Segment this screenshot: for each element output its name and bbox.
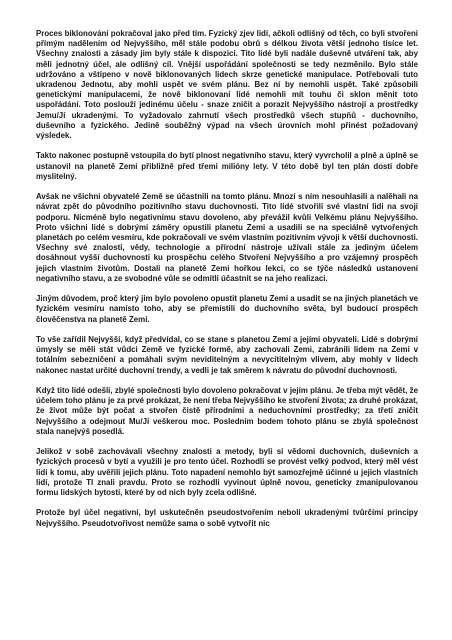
document-body bbox=[36, 29, 418, 539]
paragraph-8: Protože byl účel negativní, byl uskutečněn pseudostvořením neboli ukradenými tvůrčími principy Nejvyššího. Pseudotvořivost nemůže sama o sobě vytvořit nic bbox=[36, 508, 418, 528]
paragraph-7: Jelikož v sobě zachovávali všechny znalosti a metody, byli si vědomi duchovních, duševních a fyzických procesů v bytí a využili je pro tento účel. Rozhodli se provést velký podvod, který měl vést lidi k tomu, aby uvěřili jejich plánu. Toto napadení nemohlo být samozřejmě účinné u jejich vlastních lidí, protože TI znali pravdu. Proto se rozhodli vyvinout úplně novou, geneticky zmanipulovanou formu lidských bytostí, které by od nich byly zcela odlišné. bbox=[36, 447, 418, 498]
paragraph-5: To vše zařídil Nejvyšší, když předvídal, co se stane s planetou Zemí a jejími obyvateli. Lidé s dobrými úmysly se měli stát vůdci Země ve fyzické formě, aby zachovali Zemi, zabránili lidem na Zemi v totálním sebezničení a pomáhali svým neviditelným a nevycítitelným vlivem, aby mohly v lidech nakonec nastat určité duchovní trendy, a vedli je tak směrem k návratu do původní duchovnosti. bbox=[36, 335, 418, 375]
paragraph-4: Jiným důvodem, proč který jim bylo povoleno opustit planetu Zemi a usadit se na jiných planetách ve fyzickém vesmíru namísto toho, aby se přemístili do duchovního světa, byl budoucí prospěch člověčenstva na planetě Zemi. bbox=[36, 294, 418, 324]
paragraph-6: Když tito lidé odešli, zbylé společnosti bylo dovoleno pokračovat v jejím plánu. Je třeba mýt vědět, že účelem toho plánu je za prvé prokázat, že není třeba Nejvyššího ke stvoření života; za druhé prokázat, že život může být počat a stvořen čistě přírodními a neduchovními prostředky; za třetí zničit Nejvyššího a odejmout Mu/Jí veškerou moc. Posledním bodem tohoto plánu se zbylá společnost stala nanejvýš posedlá. bbox=[36, 386, 418, 436]
paragraph-2: Takto nakonec postupně vstoupila do bytí plnost negativního stavu, který vyvrcholil a plně a úplně se ustanovil na planetě Zemi přibližně před třemi milióny lety. V této době byl ten plán dosti dobře myslitelný. bbox=[36, 151, 418, 181]
paragraph-1: Proces biklonování pokračoval jako před tím. Fyzický zjev lidí, ačkoli odlišný od těch, co byli stvořeni přímým nadělením od Nejvyššího, měl stále podobu obrů s délkou života větší jednoho tisíce let. Všechny znalosti a zásady jim byly stále k dispozici. Tito lidé byli nadále duševně utváření tak, aby měli jednotný účel, ale odlišný cíl. Vnější uspořádání společnosti se tedy nezměnilo. Bylo stále udržováno a vštípeno v nově biklonovaných lidech skrze genetické manipulace. Potřebovali tuto ukradenou Jednotu, aby mohli uspět ve svém plánu. Bez ní by nemohli uspět. Také způsobili genetickými manipulacemi, že nově biklonovaní lidé nemohli mít touhu či sklon měnit toto uspořádání. Toto poslouží jedinému účelu - snaze zničit a porazit Nejvyššího nástroji a prostředky Jemu/Jí ukradenými. To vyžadovalo zahrnutí všech prostředků všech stupňů - duchovního, duševního a fyzického. Jedině souběžný výpad na všech úrovních mohl přinést požadovaný výsledek. bbox=[36, 29, 418, 141]
paragraph-3: Avšak ne všichni obyvatelé Země se účastnili na tomto plánu. Mnozí s ním nesouhlasili a nalěhali na návrat zpět do původního pozitivního stavu duchovnosti. Tito lidé stvořili své vlastní lidi na svoji podporu. Nicméně bylo negativnímu stavu dovoleno, aby převážil kvůli Velkému plánu Nejvyššího. Proto všichni lidé s dobrými záměry opustili planetu Zemi a usadili se na speciálně vytvořených planetách po celém vesmíru, kde pokračovali ve svém vlastním pozitivním vývoji k větší duchovnosti. Všechny své znalosti, vědy, technologie a přírodní nástroje užívali stále za jediným účelem dosáhnout vyšší duchovnosti ku prospěchu celého Stvoření Nejvyššího a pro vzájemný prospěch jejich vlastním životům. Dostali na planetě Zemi hořkou lekci, co se týče následků ustanovení negativního stavu, a ze svobodné vůle se odmítli účastnit se na jeho realizaci. bbox=[36, 192, 418, 283]
